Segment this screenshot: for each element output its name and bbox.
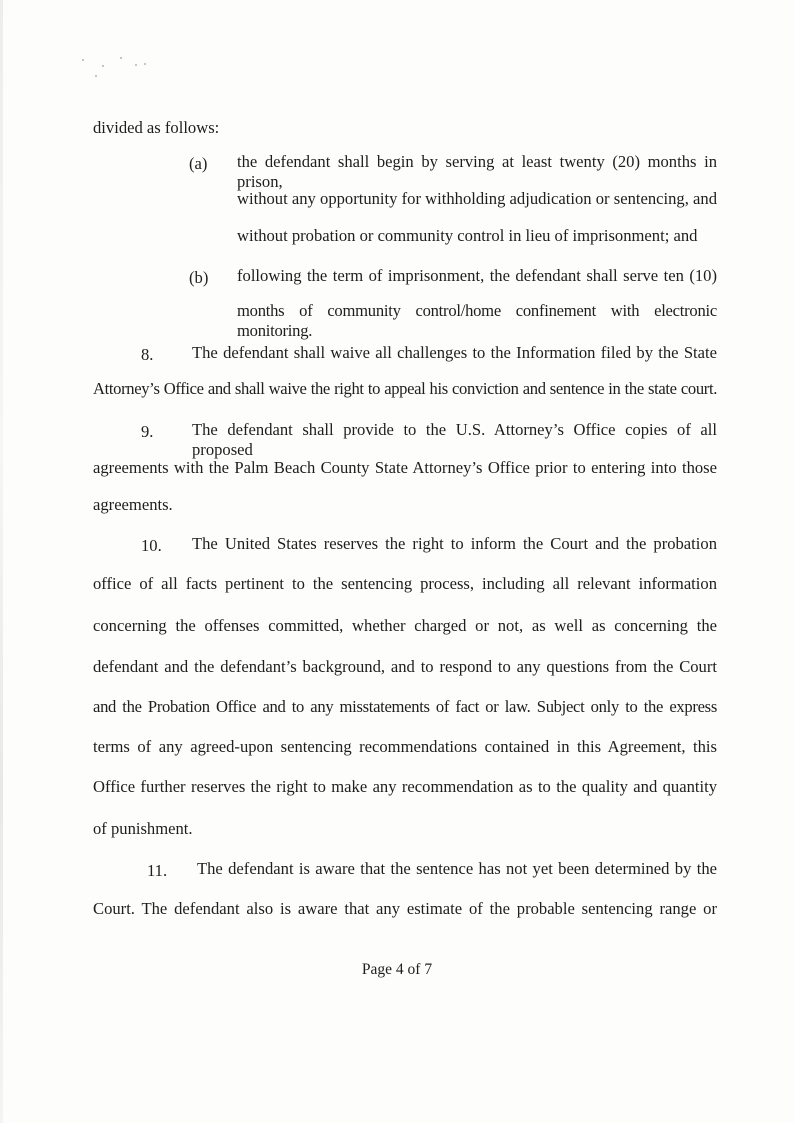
paragraph-number: 10. [141, 536, 162, 555]
scan-specks [80, 55, 150, 85]
paragraph-line: The United States reserves the right to inform the Court and the probation [192, 534, 717, 553]
paragraph-number: 9. [141, 422, 154, 441]
paragraph-line: agreements with the Palm Beach County State Attorney’s Office prior to entering into those [93, 458, 717, 477]
sub-item-label-a: (a) [189, 154, 208, 173]
paragraph-line: The defendant shall waive all challenges to the Information filed by the State [192, 343, 717, 362]
paragraph-line: agreements. [93, 495, 173, 514]
paragraph-line: terms of any agreed-upon sentencing recommendations contained in this Agreement, this [93, 737, 717, 756]
paragraph-line: Attorney’s Office and shall waive the right to appeal his conviction and sentence in the state court. [93, 379, 717, 398]
paragraph-line: Office further reserves the right to make any recommendation as to the quality and quantity [93, 777, 717, 796]
sub-item-a-line: without any opportunity for withholding adjudication or sentencing, and [237, 189, 717, 208]
scan-edge-shadow [0, 0, 3, 1123]
sub-item-label-b: (b) [189, 268, 209, 287]
page-number-footer: Page 4 of 7 [361, 961, 433, 978]
sub-item-b-line: following the term of imprisonment, the defendant shall serve ten (10) [237, 266, 717, 285]
intro-text: divided as follows: [93, 118, 220, 137]
paragraph-line: office of all facts pertinent to the sentencing process, including all relevant information [93, 574, 717, 593]
paragraph-line: concerning the offenses committed, whether charged or not, as well as concerning the [93, 616, 717, 635]
sub-item-b-line: months of community control/home confinement with electronic monitoring. [237, 301, 717, 340]
sub-item-a-line: without probation or community control in lieu of imprisonment; and [237, 226, 698, 245]
sub-item-a-line: the defendant shall begin by serving at least twenty (20) months in prison, [237, 152, 717, 191]
paragraph-line: defendant and the defendant’s background, and to respond to any questions from the Court [93, 657, 717, 676]
paragraph-number: 8. [141, 345, 154, 364]
paragraph-line: of punishment. [93, 819, 193, 838]
paragraph-line: Court. The defendant also is aware that any estimate of the probable sentencing range or [93, 899, 717, 918]
paragraph-line: and the Probation Office and to any misstatements of fact or law. Subject only to the express [93, 697, 717, 716]
paragraph-number: 11. [147, 861, 168, 880]
paragraph-line: The defendant is aware that the sentence has not yet been determined by the [197, 859, 717, 878]
paragraph-line: The defendant shall provide to the U.S. Attorney’s Office copies of all proposed [192, 420, 717, 459]
